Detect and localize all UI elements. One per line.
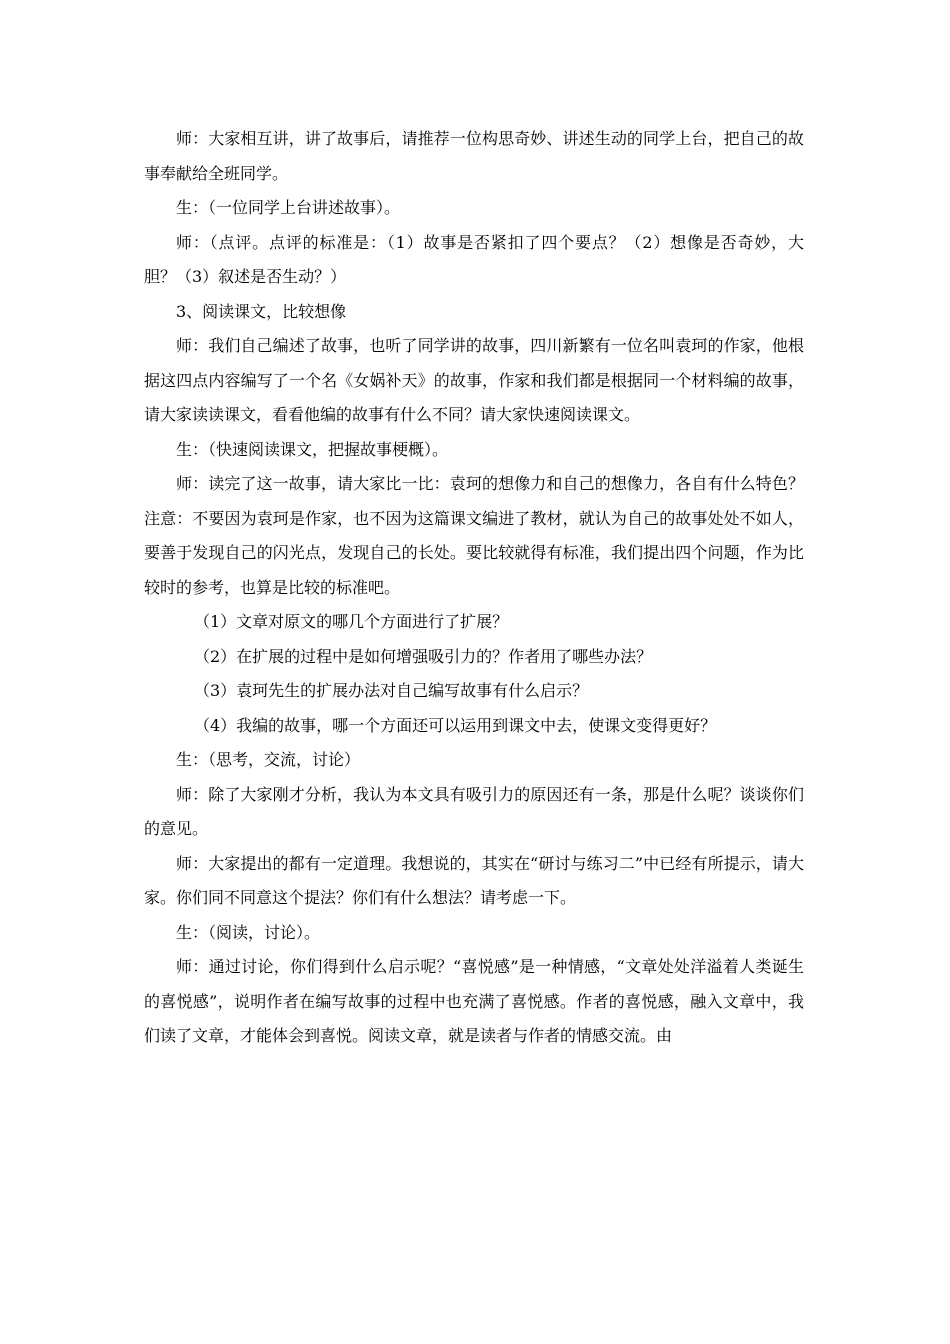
paragraph-teacher-joy: 师：通过讨论，你们得到什么启示呢？“喜悦感”是一种情感，“文章处处洋溢着人类诞生的喜悦感”，说明作者在编写故事的过程中也充满了喜悦感。作者的喜悦感，融入文章中，我们读了文章，才能体会到喜悦。阅读文章，就是读者与作者的情感交流。由 — [144, 957, 804, 1045]
paragraph-student-read-discuss: 生：（阅读，讨论）。 — [176, 922, 321, 942]
paragraph-teacher-comment: 师：（点评。点评的标准是：（1）故事是否紧扣了四个要点？（2）想像是否奇妙，大胆？（3）叙述是否生动？） — [144, 232, 804, 286]
paragraph-student-tells-story: 生：（一位同学上台讲述故事）。 — [176, 198, 401, 217]
paragraph-teacher-recommend: 师：大家相互讲，讲了故事后，请推荐一位构思奇妙、讲述生动的同学上台，把自己的故事奉献给全班同学。 — [144, 129, 804, 183]
paragraph-teacher-hint: 师：大家提出的都有一定道理。我想说的，其实在“研讨与练习二”中已经有所提示，请大家。你们同不同意这个提法？你们有什么想法？请考虑一下。 — [144, 853, 804, 907]
question-item-4: （4）我编的故事，哪一个方面还可以运用到课文中去，使课文变得更好？ — [194, 715, 717, 735]
paragraph-teacher-intro-text: 师：我们自己编述了故事，也听了同学讲的故事，四川新繁有一位名叫袁珂的作家，他根据这四点内容编写了一个名《女娲补天》的故事，作家和我们都是根据同一个材料编的故事，请大家读读课文，看看他编的故事有什么不同？请大家快速阅读课文。 — [144, 336, 804, 424]
document-page — [144, 122, 804, 1054]
paragraph-student-fast-read: 生：（快速阅读课文，把握故事梗概）。 — [176, 439, 449, 459]
question-item-1: （1）文章对原文的哪几个方面进行了扩展？ — [194, 612, 509, 631]
question-item-2: （2）在扩展的过程中是如何增强吸引力的？作者用了哪些办法？ — [194, 646, 653, 666]
paragraph-student-discuss: 生：（思考，交流，讨论） — [176, 750, 361, 769]
paragraph-teacher-reason: 师：除了大家刚才分析，我认为本文具有吸引力的原因还有一条，那是什么呢？谈谈你们的意见。 — [144, 784, 804, 838]
paragraph-teacher-compare: 师：读完了这一故事，请大家比一比：袁珂的想像力和自己的想像力，各自有什么特色？注意：不要因为袁珂是作家，也不因为这篇课文编进了教材，就认为自己的故事处处不如人，要善于发现自己的闪光点，发现自己的长处。要比较就得有标准，我们提出四个问题，作为比较时的参考，也算是比较的标准吧。 — [144, 474, 804, 597]
question-item-3: （3）袁珂先生的扩展办法对自己编写故事有什么启示？ — [194, 681, 589, 700]
section-heading-read-compare: 3、阅读课文，比较想像 — [176, 301, 347, 321]
